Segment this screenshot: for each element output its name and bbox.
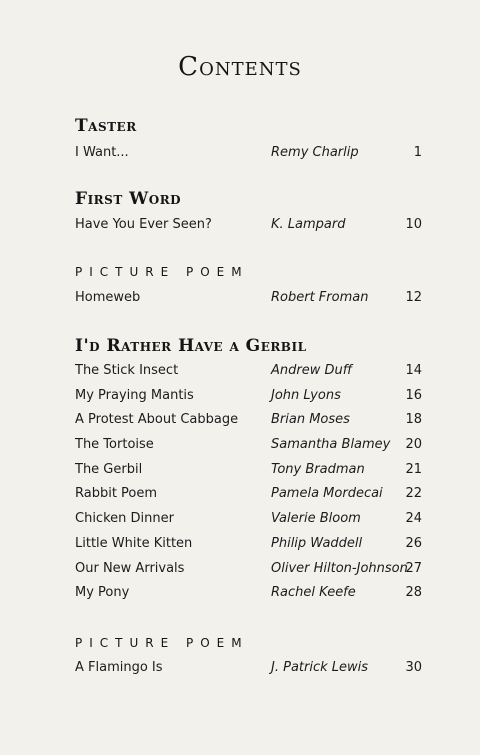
entry-title: Little White Kitten: [75, 536, 193, 551]
section-heading-picture-poem: PICTURE POEM: [75, 636, 249, 650]
toc-entry[interactable]: [0, 437, 480, 457]
toc-entry[interactable]: [0, 145, 480, 165]
entry-title: I Want...: [75, 145, 129, 160]
entry-author: Valerie Bloom: [271, 511, 361, 526]
entry-page: 14: [405, 363, 422, 378]
toc-entry[interactable]: [0, 388, 480, 408]
entry-page: 24: [405, 511, 422, 526]
toc-entry[interactable]: [0, 217, 480, 237]
entry-author: Pamela Mordecai: [271, 486, 383, 501]
section-heading-taster: Taster: [75, 116, 137, 136]
entry-title: Homeweb: [75, 290, 141, 305]
toc-entry[interactable]: [0, 585, 480, 605]
toc-entry[interactable]: [0, 660, 480, 680]
section-heading-gerbil: I'd Rather Have a Gerbil: [75, 336, 307, 356]
entry-title: Our New Arrivals: [75, 561, 185, 576]
entry-page: 18: [405, 412, 422, 427]
entry-author: J. Patrick Lewis: [271, 660, 369, 675]
entry-author: Samantha Blamey: [271, 437, 391, 452]
entry-title: My Pony: [75, 585, 130, 600]
entry-title: Rabbit Poem: [75, 486, 158, 501]
entry-page: 30: [405, 660, 422, 675]
entry-author: Brian Moses: [271, 412, 350, 427]
entry-title: The Stick Insect: [75, 363, 179, 378]
entry-page: 10: [405, 217, 422, 232]
entry-page: 21: [405, 462, 422, 477]
entry-title: Have You Ever Seen?: [75, 217, 212, 232]
entry-page: 26: [405, 536, 422, 551]
section-heading-first-word: First Word: [75, 189, 182, 209]
toc-entry[interactable]: [0, 511, 480, 531]
entry-page: 28: [405, 585, 422, 600]
entry-page: 22: [405, 486, 422, 501]
entry-title: A Protest About Cabbage: [75, 412, 239, 427]
toc-entry[interactable]: [0, 363, 480, 383]
entry-author: Rachel Keefe: [271, 585, 356, 600]
toc-entry[interactable]: [0, 486, 480, 506]
entry-author: Tony Bradman: [271, 462, 365, 477]
toc-entry[interactable]: [0, 290, 480, 310]
entry-title: The Gerbil: [75, 462, 143, 477]
entry-title: My Praying Mantis: [75, 388, 194, 403]
entry-page: 12: [405, 290, 422, 305]
entry-page: 27: [405, 561, 422, 576]
entry-page: 16: [405, 388, 422, 403]
toc-entry[interactable]: [0, 462, 480, 482]
entry-author: John Lyons: [271, 388, 341, 403]
entry-author: Andrew Duff: [271, 363, 353, 378]
entry-title: The Tortoise: [75, 437, 154, 452]
entry-author: Oliver Hilton-Johnson: [271, 561, 408, 576]
entry-page: 1: [413, 145, 422, 160]
toc-entry[interactable]: [0, 412, 480, 432]
entry-title: A Flamingo Is: [75, 660, 163, 675]
entry-author: Remy Charlip: [271, 145, 359, 160]
section-heading-picture-poem: PICTURE POEM: [75, 265, 249, 279]
toc-entry[interactable]: [0, 536, 480, 556]
toc-entry[interactable]: [0, 561, 480, 581]
entry-title: Chicken Dinner: [75, 511, 174, 526]
entry-author: K. Lampard: [271, 217, 346, 232]
entry-author: Philip Waddell: [271, 536, 363, 551]
entry-author: Robert Froman: [271, 290, 369, 305]
entry-page: 20: [405, 437, 422, 452]
page-title: Contents: [178, 52, 302, 82]
